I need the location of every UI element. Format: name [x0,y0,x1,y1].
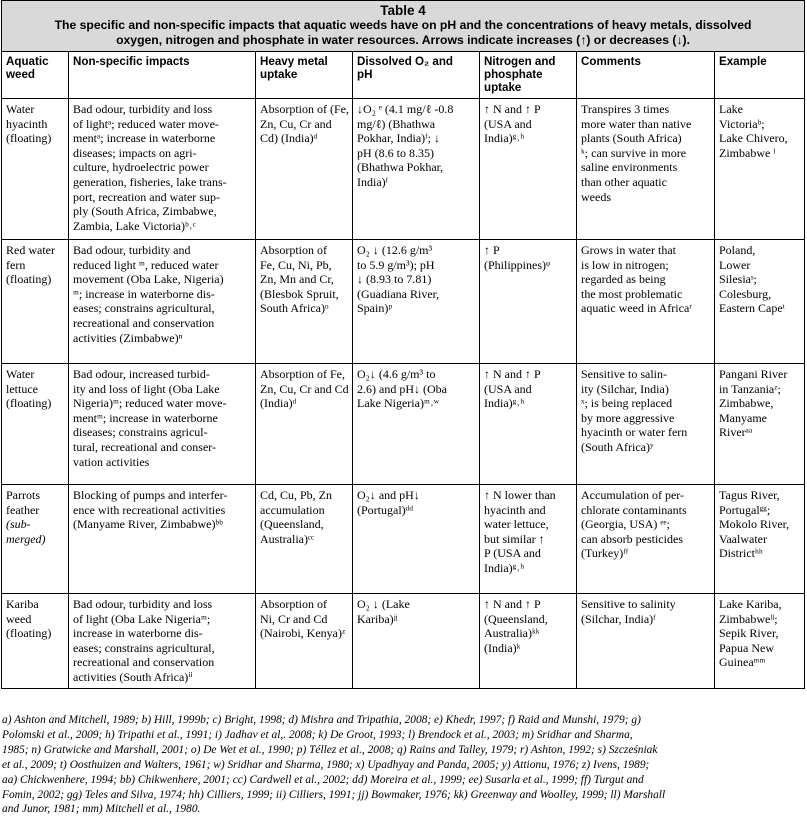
cell-line: Grows in water that [581,243,676,257]
example-cell [715,485,805,594]
cell-line: Lake [719,102,743,116]
cell-line: ↑ N and ↑ P [484,367,541,381]
footnote-line: Fomin, 2002; gg) Teles and Silva, 1974; hh) Cilliers, 1999; ii) Cilliers, 1991; jj) Bowmaker, 1976; kk) Greenway and Woolley, 1999; ll) Marshall [2,788,666,801]
header-line: Nitrogen and [484,55,556,68]
comments-cell [577,240,715,364]
cell-line: Red water [6,243,55,257]
cell-line: weed [6,611,32,626]
cell-line: Pokhar, India)ᶠ; ↓ [357,131,441,146]
cell-line: eases; constrains agricultural, [73,301,215,316]
cell-line: Cd, Cu, Pb, Zn [260,488,333,502]
cell-line: (Guadiana River, [357,286,440,301]
cell-line: culture, hydroelectric power [73,160,209,175]
aquatic-weed-cell [2,485,69,594]
comments-cell [577,594,715,689]
table-row [2,240,805,364]
footnote-line: Polomski et al., 2009; h) Tripathi et al., 1991; i) Jadhav et al,. 2008; k) De Groot, 1993; l) Brendock et al., 2003; m) Sridhar and Sharma, [2,728,633,741]
cell-line: Cd) (India)ᵈ [260,131,318,146]
table-body [2,99,805,689]
cell-line: chlorate contaminants [581,502,687,517]
column-header [256,52,353,99]
cell-line: Sensitive to salin- [581,367,667,381]
cell-line: (Bhathwa Pokhar, [357,160,444,175]
table-row [2,364,805,485]
cell-line: India)ᵍ˒ʰ [484,131,525,146]
cell-line: is low in nitrogen; [581,257,669,272]
non-specific-impacts-cell [69,485,256,594]
example-cell [715,364,805,485]
cell-line: aquatic weed in Africaʳ [581,301,692,316]
header-line: pH [357,68,373,81]
cell-line: mentᵃ; increase in waterborne [73,131,216,146]
column-header [480,52,577,99]
cell-line: (Georgia, USA) ᵉᵉ; [581,517,670,532]
cell-line: P (USA and [484,546,541,561]
cell-line: weeds [581,189,611,204]
cell-line: Bad odour, increased turbid- [73,367,210,381]
header-line: Aquatic [6,55,49,68]
column-header [715,52,805,99]
cell-line: (Silchar, India)ᶠ [581,611,656,626]
header-line: weed [6,68,35,81]
cell-line: recreational and conservation [73,315,215,330]
cell-line: O₂↓ and pH↓ [357,488,420,502]
cell-line: Australia)ᵏᵏ [484,626,540,641]
cell-line: ᵏ; can survive in more [581,145,687,160]
cell-line: Manyame [719,410,767,425]
header-line: Heavy metal [260,55,328,68]
dissolved-oxygen-ph-cell [353,240,480,364]
cell-line: Pangani River [719,367,788,381]
header-line: Comments [581,55,641,68]
column-header [353,52,480,99]
nitrogen-phosphate-uptake-cell [480,99,577,240]
dissolved-oxygen-ph-cell [353,364,480,485]
cell-line: plants (South Africa) [581,131,682,146]
cell-line: Silesiaˢ; [719,272,757,287]
header-line: Example [719,55,767,68]
cell-line: (USA and [484,116,532,131]
cell-line: Bad odour, turbidity and loss [73,597,213,611]
cell-line: Parrots [6,488,40,502]
footnote-line: et al., 2009; t) Oosthuizen and Walters, 1961; w) Sridhar and Sharma, 1980; x) Upadhyay and Panda, 2005; y) Attionu, 1976; z) Ivens, 1989; [2,758,650,771]
cell-line: (India)ᵏ [484,640,521,655]
cell-line: Kariba [6,597,39,611]
cell-line: hyacinth or water fern [581,425,688,440]
cell-line: (Blesbok Spruit, [260,286,339,301]
example-cell [715,594,805,689]
dissolved-oxygen-ph-cell [353,485,480,594]
cell-line: the most problematic [581,286,683,301]
cell-line: ↓O₂ ᵉ (4.1 mg/ℓ -0.8 [357,102,454,116]
comments-cell [577,99,715,240]
aquatic-weed-cell [2,594,69,689]
nitrogen-phosphate-uptake-cell [480,594,577,689]
cell-line: Water [6,102,35,116]
footnote-line: aa) Chickwenhere, 1994; bb) Chikwenhere, 2001; cc) Cardwell et al., 2002; dd) Moreira et al., 1999; ee) Susarla et al., 1999; ff) Turgut and [2,773,644,786]
cell-line: Zn, Mn and Cr, [260,272,334,287]
footnote-line: a) Ashton and Mitchell, 1989; b) Hill, 1999b; c) Bright, 1998; d) Mishra and Tripathia, 2008; e) Khedr, 1997; f) Raid and Munshi, 1979; g) [2,714,641,726]
cell-line: Transpires 3 times [581,102,670,116]
impacts-table [1,0,805,689]
table-row [2,485,805,594]
column-header [69,52,256,99]
cell-line: ᵐ; increase in waterborne dis- [73,286,215,301]
non-specific-impacts-cell [69,364,256,485]
cell-line: (floating) [6,131,52,146]
caption-line: oxygen, nitrogen and phosphate in water resources. Arrows indicate increases (↑) or decreases (↓). [116,33,690,47]
cell-line: Blocking of pumps and interfer- [73,488,228,502]
cell-line: (sub- [6,517,31,532]
cell-line: hyacinth [6,116,48,131]
dissolved-oxygen-ph-cell [353,594,480,689]
cell-line: hyacinth and [484,502,546,517]
comments-cell [577,364,715,485]
cell-line: reduced light ᵐ, reduced water [73,257,219,272]
cell-line: ence with recreational activities [73,502,226,517]
cell-line: Absorption of [260,243,327,257]
cell-line: feather [6,502,40,517]
cell-line: Colesburg, [719,286,772,301]
table-caption [8,18,798,48]
heavy-metal-uptake-cell [256,485,353,594]
cell-line: Water [6,367,35,381]
cell-line: (Portugal)ᵈᵈ [357,502,414,517]
cell-line: Portugalᵍᵍ; [719,502,771,517]
cell-line: Victoriaᵇ; [719,116,765,131]
comments-cell [577,485,715,594]
cell-line: (floating) [6,272,52,287]
cell-line: Zn, Cu, Cr and [260,116,332,131]
cell-line: accumulation [260,502,325,517]
cell-line: Lake Nigeria)ᵐ˒ʷ [357,396,439,411]
cell-line: diseases; impacts on agri- [73,145,197,160]
cell-line: Riverᵃᵃ [719,425,753,440]
cell-line: generation, fisheries, lake trans- [73,174,227,189]
cell-line: 2.6) and pH↓ (Oba [357,381,447,396]
cell-line: mg/ℓ) (Bhathwa [357,116,436,131]
header-line: Dissolved O₂ and [357,55,453,68]
cell-line: merged) [6,531,46,546]
cell-line: more water than native [581,116,692,131]
cell-line: ↓ (8.93 to 7.81) [357,272,432,287]
cell-line: (Queensland, [260,517,324,532]
cell-line: tural, recreational and conser- [73,439,217,454]
cell-line: (floating) [6,396,52,411]
footnote-line: and Junor, 1981; mm) Mitchell et al., 1980. [2,803,201,816]
cell-line: increase in waterborne dis- [73,626,203,641]
cell-line: Lake Chivero, [719,131,788,146]
cell-line: Papua New [719,640,774,655]
cell-line: Zimbabweˡˡ; [719,611,778,626]
cell-line: Absorption of [260,597,327,611]
cell-line: recreational and conservation [73,655,215,670]
cell-line: Kariba)ʲʲ [357,611,398,626]
cell-line: (Manyame River, Zimbabwe)ᵇᵇ [73,517,223,532]
cell-line: ˣ; is being replaced [581,396,673,411]
header-line: uptake [484,81,522,94]
cell-line: ity and loss of light (Oba Lake [73,381,220,396]
header-line: phosphate [484,68,543,81]
nitrogen-phosphate-uptake-cell [480,485,577,594]
cell-line: Eastern Capeᵗ [719,301,785,316]
cell-line: (floating) [6,626,52,641]
heavy-metal-uptake-cell [256,364,353,485]
cell-line: regarded as being [581,272,666,287]
cell-line: India)ᵍ˒ʰ [484,396,525,411]
cell-line: of lightᵃ; reduced water move- [73,116,219,131]
cell-line: water lettuce, [484,517,549,532]
cell-line: ↑ N and ↑ P [484,597,541,611]
cell-line: mentᵐ; increase in waterborne [73,410,218,425]
cell-line: Vaalwater [719,531,767,546]
cell-line: Zn, Cu, Cr and Cd [260,381,349,396]
heavy-metal-uptake-cell [256,240,353,364]
cell-line: port, recreation and water sup- [73,189,220,204]
cell-line: Lower [719,257,751,272]
cell-line: activities (Zimbabwe)ⁿ [73,330,183,345]
cell-line: lettuce [6,381,38,396]
cell-line: fern [6,257,26,272]
cell-line: ity (Silchar, India) [581,381,669,396]
dissolved-oxygen-ph-cell [353,99,480,240]
cell-line: South Africa)ᵒ [260,301,329,316]
aquatic-weed-cell [2,240,69,364]
cell-line: by more aggressive [581,410,675,425]
cell-line: Tagus River, [719,488,780,502]
cell-line: Accumulation of per- [581,488,685,502]
cell-line: movement (Oba Lake, Nigeria) [73,272,224,287]
header-line: Non-specific impacts [73,55,190,68]
cell-line: (USA and [484,381,532,396]
cell-line: ↑ P [484,243,500,257]
table-title-cell [2,1,805,52]
cell-line: (Turkey)ᶠᶠ [581,546,629,561]
cell-line: (India)ᵈ [260,396,297,411]
cell-line: Mokolo River, [719,517,790,532]
example-cell [715,99,805,240]
column-header [2,52,69,99]
cell-line: to 5.9 g/m³); pH [357,257,435,272]
cell-line: activities (South Africa)ⁱⁱ [73,669,193,684]
cell-line: vation activities [73,454,150,469]
cell-line: Poland, [719,243,756,257]
cell-line: O₂↓ (4.6 g/m³ to [357,367,436,381]
cell-line: Ni, Cr and Cd [260,611,328,626]
cell-line: saline environments [581,160,678,175]
cell-line: (Philippines)ᵠ [484,257,551,272]
header-line: uptake [260,68,298,81]
heavy-metal-uptake-cell [256,99,353,240]
cell-line: Guineaᵐᵐ [719,655,766,670]
cell-line: eases; constrains agricultural, [73,640,215,655]
cell-line: but similar ↑ [484,531,545,546]
cell-line: Fe, Cu, Ni, Pb, [260,257,332,272]
cell-line: Zimbabwe, [719,396,774,411]
aquatic-weed-cell [2,364,69,485]
cell-line: Lake Kariba, [719,597,782,611]
heavy-metal-uptake-cell [256,594,353,689]
header-row [2,52,805,99]
cell-line: Australia)ᶜᶜ [260,531,315,546]
cell-line: Sepik River, [719,626,779,641]
table-row [2,594,805,689]
table-number: Table 4 [380,3,426,18]
non-specific-impacts-cell [69,99,256,240]
cell-line: (Nairobi, Kenya)ᶻ [260,626,346,641]
footnotes [2,713,802,817]
cell-line: pH (8.6 to 8.35) [357,145,434,160]
cell-line: (Queensland, [484,611,548,626]
table-row [2,99,805,240]
cell-line: (South Africa)ʸ [581,439,654,454]
example-cell [715,240,805,364]
aquatic-weed-cell [2,99,69,240]
cell-line: Absorption of (Fe, [260,102,349,116]
cell-line: O₂ ↓ (12.6 g/m³ [357,243,433,257]
cell-line: in Tanzaniaᶻ; [719,381,781,396]
cell-line: ↑ N and ↑ P [484,102,541,116]
cell-line: than other aquatic [581,174,667,189]
footnote-line: 1985; n) Gratwicke and Marshall, 2001; o) De Wet et al., 1990; p) Téllez et al., 2008; q) Rains and Talley, 1979; r) Ashton, 1992; s) Szcześniak [2,743,658,756]
non-specific-impacts-cell [69,594,256,689]
column-header [577,52,715,99]
cell-line: Zambia, Lake Victoria)ᵇ˒ᶜ [73,218,196,233]
cell-line: Districtʰʰ [719,546,763,561]
non-specific-impacts-cell [69,240,256,364]
cell-line: can absorb pesticides [581,531,683,546]
cell-line: Bad odour, turbidity and [73,243,191,257]
cell-line: ↑ N lower than [484,488,556,502]
cell-line: ply (South Africa, Zimbabwe, [73,204,217,219]
cell-line: India)ᶠ [357,174,389,189]
nitrogen-phosphate-uptake-cell [480,240,577,364]
cell-line: O₂ ↓ (Lake [357,597,410,611]
caption-line: The specific and non-specific impacts that aquatic weeds have on pH and the concentrations of heavy metals, dissolved [54,18,752,32]
cell-line: of light (Oba Lake Nigeriaᵐ; [73,611,211,626]
cell-line: Bad odour, turbidity and loss [73,102,213,116]
cell-line: Zimbabwe ˡ [719,145,776,160]
cell-line: Absorption of Fe, [260,367,345,381]
cell-line: diseases; constrains agricul- [73,425,208,440]
cell-line: India)ᵍ˒ʰ [484,560,525,575]
cell-line: Sensitive to salinity [581,597,676,611]
nitrogen-phosphate-uptake-cell [480,364,577,485]
cell-line: Nigeria)ᵐ; reduced water move- [73,396,227,411]
cell-line: Spain)ᵖ [357,301,393,316]
